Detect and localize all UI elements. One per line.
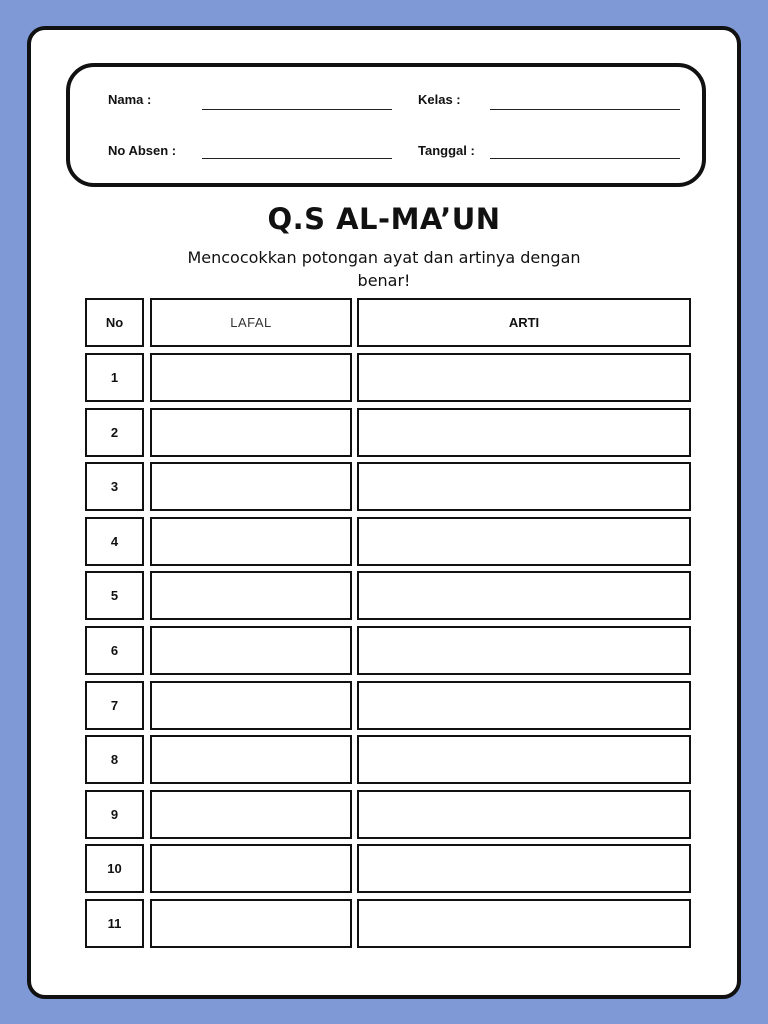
row-number: 7 [85, 681, 144, 730]
page-title: Q.S AL-MA’UN [267, 202, 501, 236]
worksheet [27, 26, 741, 999]
arti-answer-cell[interactable] [357, 899, 691, 948]
lafal-answer-cell[interactable] [150, 899, 352, 948]
lafal-answer-cell[interactable] [150, 517, 352, 566]
column-header-lafal: LAFAL [150, 298, 352, 347]
kelas-field[interactable] [490, 109, 680, 110]
nama-field[interactable] [202, 109, 392, 110]
lafal-answer-cell[interactable] [150, 408, 352, 457]
arti-answer-cell[interactable] [357, 462, 691, 511]
student-info-box [66, 63, 706, 187]
arti-answer-cell[interactable] [357, 790, 691, 839]
lafal-answer-cell[interactable] [150, 353, 352, 402]
arti-answer-cell[interactable] [357, 735, 691, 784]
kelas-label: Kelas : [418, 92, 461, 107]
row-number: 2 [85, 408, 144, 457]
row-number: 1 [85, 353, 144, 402]
arti-answer-cell[interactable] [357, 571, 691, 620]
arti-answer-cell[interactable] [357, 353, 691, 402]
no-absen-label: No Absen : [108, 143, 177, 158]
row-number: 10 [85, 844, 144, 893]
arti-answer-cell[interactable] [357, 517, 691, 566]
nama-label: Nama : [108, 92, 152, 107]
instruction-text: Mencocokkan potongan ayat dan artinya dengan benar! [187, 248, 581, 290]
row-number: 5 [85, 571, 144, 620]
lafal-answer-cell[interactable] [150, 735, 352, 784]
lafal-answer-cell[interactable] [150, 462, 352, 511]
row-number: 4 [85, 517, 144, 566]
row-number: 9 [85, 790, 144, 839]
column-header-no: No [85, 298, 144, 347]
tanggal-field[interactable] [490, 158, 680, 159]
arti-answer-cell[interactable] [357, 844, 691, 893]
column-header-arti: ARTI [357, 298, 691, 347]
lafal-answer-cell[interactable] [150, 626, 352, 675]
no-absen-field[interactable] [202, 158, 392, 159]
arti-answer-cell[interactable] [357, 681, 691, 730]
tanggal-label: Tanggal : [418, 143, 475, 158]
lafal-answer-cell[interactable] [150, 790, 352, 839]
row-number: 8 [85, 735, 144, 784]
arti-answer-cell[interactable] [357, 626, 691, 675]
row-number: 6 [85, 626, 144, 675]
row-number: 3 [85, 462, 144, 511]
arti-answer-cell[interactable] [357, 408, 691, 457]
row-number: 11 [85, 899, 144, 948]
lafal-answer-cell[interactable] [150, 681, 352, 730]
lafal-answer-cell[interactable] [150, 571, 352, 620]
lafal-answer-cell[interactable] [150, 844, 352, 893]
